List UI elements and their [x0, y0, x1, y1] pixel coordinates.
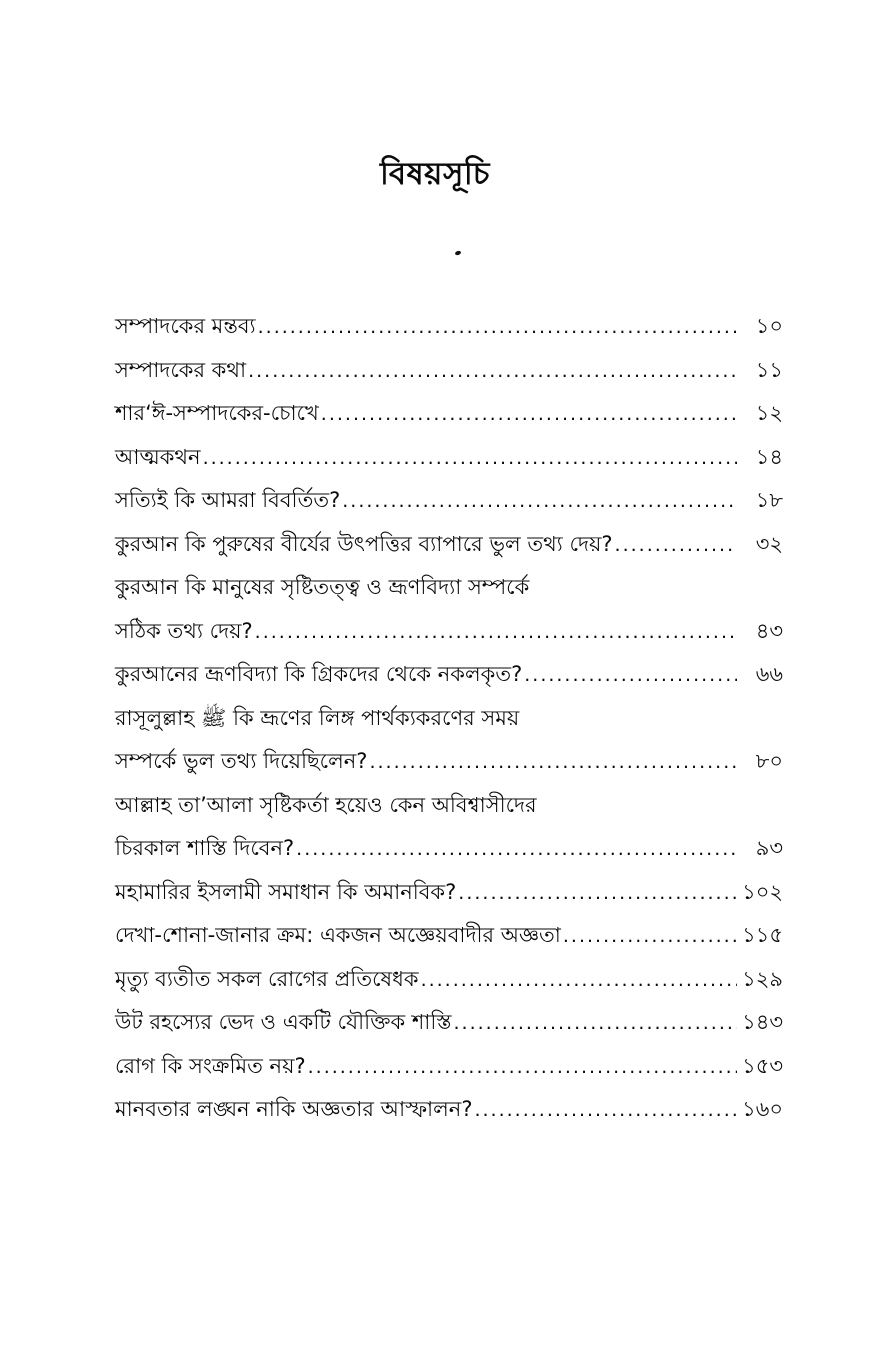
toc-entry — [115, 397, 783, 441]
toc-entry — [115, 1050, 783, 1094]
toc-entry-page: ১২ — [755, 401, 783, 425]
toc-entry-title: সম্পাদকের কথা — [115, 357, 247, 382]
toc-entry-first-line — [115, 702, 783, 746]
dot-leader — [615, 534, 737, 556]
toc-entry-page: ১৫৩ — [742, 1053, 783, 1078]
ink-speck — [454, 250, 461, 256]
dot-leader — [255, 621, 737, 643]
toc-entry-page: ১০২ — [742, 879, 783, 904]
dot-leader — [563, 925, 737, 947]
toc-entry-title: সত্যিই কি আমরা বিবর্তিত? — [115, 488, 341, 512]
toc-entry-title: সম্পর্কে ভুল তথ্য দিয়েছিলেন? — [115, 749, 368, 773]
toc-entry-title: দেখা-শোনা-জানার ক্রম: একজন অজ্ঞেয়বাদীর অজ্ঞতা — [115, 923, 561, 947]
dot-leader — [342, 490, 737, 512]
dot-leader — [321, 403, 737, 425]
dot-leader — [458, 882, 737, 904]
toc-entry-page: ৬৬ — [755, 662, 783, 686]
toc-entry-title: মহামারির ইসলামী সমাধান কি অমানবিক? — [115, 879, 457, 904]
page-title: বিষয়সূচি — [379, 156, 491, 192]
toc-entry-page: ১৪৩ — [742, 1010, 783, 1034]
dot-leader — [369, 751, 737, 773]
toc-entry — [115, 919, 783, 963]
toc-entry-title: কুরআনের ভ্রূণবিদ্যা কি গ্রিকদের থেকে নকলকৃত? — [115, 662, 523, 686]
toc-entry-title: মানবতার লঙ্ঘন নাকি অজ্ঞতার আস্ফালন? — [115, 1097, 473, 1121]
toc-entry-first-line — [115, 789, 783, 833]
dot-leader — [474, 1099, 737, 1121]
toc-entry-page: ১৮ — [755, 488, 783, 512]
dot-leader — [421, 969, 737, 991]
toc-entry-title: সম্পাদকের মন্তব্য — [115, 314, 256, 338]
dot-leader — [296, 838, 737, 860]
dot-leader — [248, 360, 737, 382]
toc-entry-title: কুরআন কি পুরুষের বীর্যের উৎপত্তির ব্যাপারে ভুল তথ্য দেয়? — [115, 531, 613, 556]
toc-entry — [115, 1006, 783, 1050]
toc-entry-title: আত্মকথন — [115, 444, 201, 469]
toc-entry-page: ১৬০ — [742, 1097, 783, 1121]
toc-entry — [115, 658, 783, 702]
toc-entry-title: শার‘ঈ-সম্পাদকের-চোখে — [115, 401, 319, 425]
dot-leader — [258, 316, 737, 338]
toc-entry-title: মৃত্যু ব্যতীত সকল রোগের প্রতিষেধক — [115, 966, 419, 991]
toc-entry-title: রোগ কি সংক্রমিত নয়? — [115, 1053, 306, 1078]
toc-entry-page: ৮০ — [755, 749, 783, 773]
toc-entry — [115, 528, 783, 572]
toc-entry-page: ১০ — [755, 314, 783, 338]
toc-entry — [115, 832, 783, 876]
toc-entry-page: ১১ — [755, 357, 783, 382]
dot-leader — [203, 447, 737, 469]
dot-leader — [524, 664, 737, 686]
toc-entry — [115, 354, 783, 398]
toc-entry — [115, 876, 783, 920]
toc-entry-page: ৯৩ — [755, 836, 783, 860]
toc-entry-title: উট রহস্যের ভেদ ও একটি যৌক্তিক শাস্তি — [115, 1010, 452, 1034]
toc-entry — [115, 310, 783, 354]
toc-entry-title: আল্লাহ তা’আলা সৃষ্টিকর্তা হয়েও কেন অবিশ্বাসীদের — [115, 792, 537, 817]
dot-leader — [454, 1012, 737, 1034]
toc-entry — [115, 441, 783, 485]
toc-entry-first-line — [115, 571, 783, 615]
toc-entry-title: চিরকাল শাস্তি দিবেন? — [115, 836, 295, 860]
toc-entry-title: কুরআন কি মানুষের সৃষ্টিতত্ত্ব ও ভ্রূণবিদ্যা সম্পর্কে — [115, 575, 530, 599]
toc-entry-page: ৪৩ — [755, 618, 783, 643]
toc-entry-page: ১২৯ — [742, 966, 783, 991]
toc-entry — [115, 745, 783, 789]
table-of-contents — [115, 310, 783, 1137]
toc-entry — [115, 1093, 783, 1137]
toc-entry-page: ১৪ — [755, 444, 783, 469]
toc-entry-title: সঠিক তথ্য দেয়? — [115, 618, 253, 643]
toc-entry-page: ৩২ — [755, 531, 783, 556]
toc-entry-title: রাসূলুল্লাহ ﷺ কি ভ্রূণের লিঙ্গ পার্থক্যকরণের সময় — [115, 705, 520, 730]
toc-entry — [115, 615, 783, 659]
toc-entry — [115, 963, 783, 1007]
toc-entry-page: ১১৫ — [742, 923, 783, 947]
toc-entry — [115, 484, 783, 528]
dot-leader — [308, 1056, 737, 1078]
